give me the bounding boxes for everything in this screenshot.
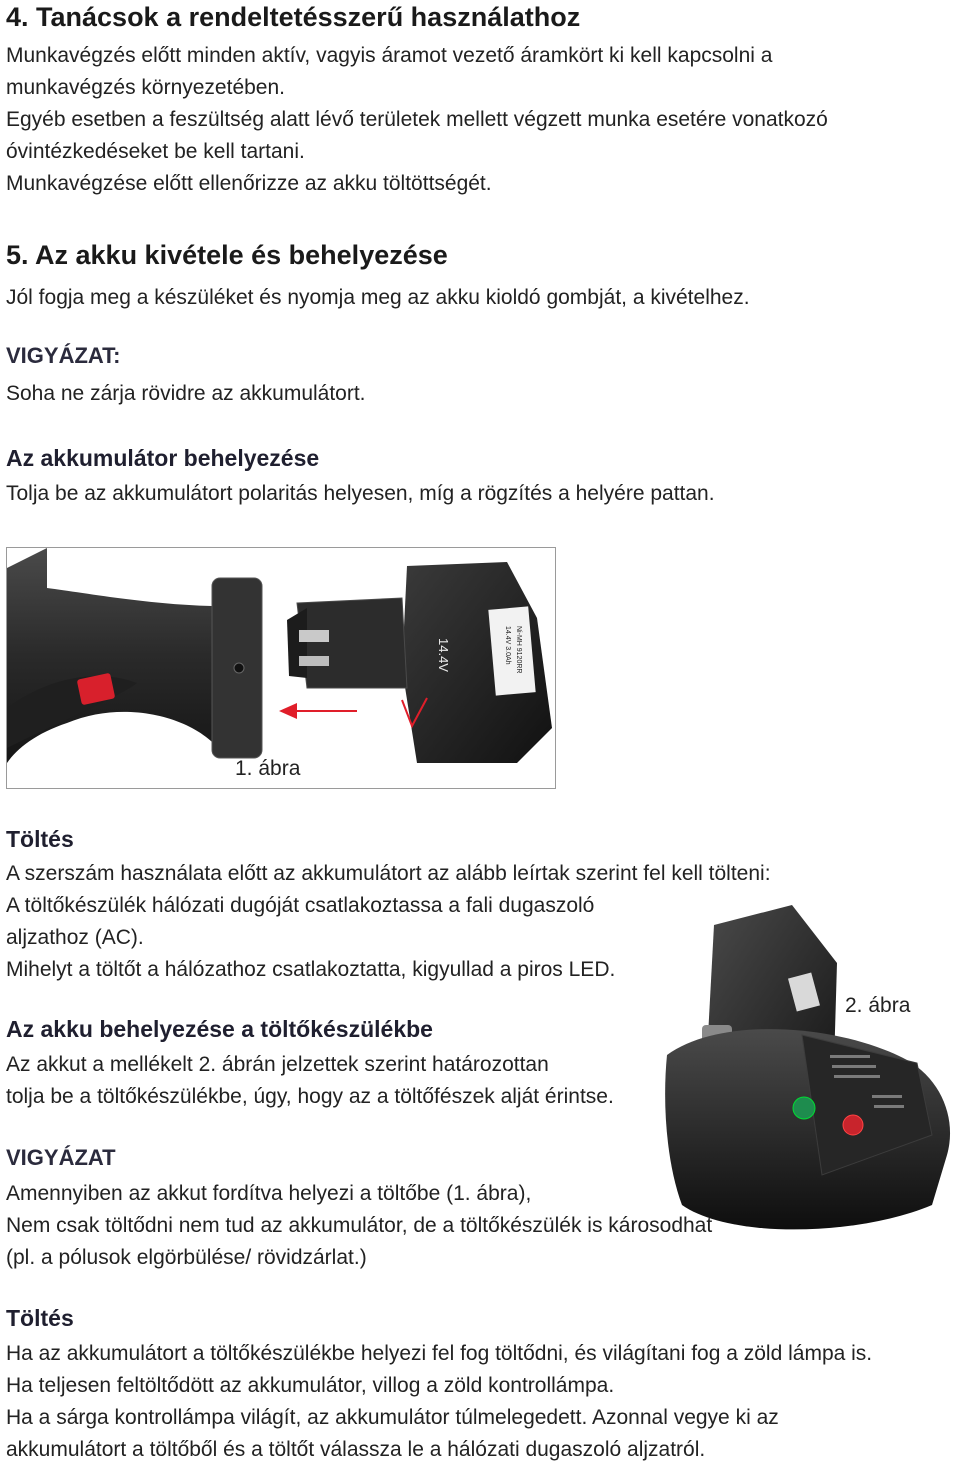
- warning-2-body: [6, 1178, 712, 1274]
- charging-title: Töltés: [6, 826, 74, 852]
- paragraph-line: munkavégzés környezetében.: [6, 76, 285, 99]
- section-5-text: Jól fogja meg a készüléket és nyomja meg az akku kioldó gombját, a kivételhez.: [6, 286, 750, 309]
- insert-arrow-head: [279, 703, 297, 719]
- insert-battery-text: Tolja be az akkumulátort polaritás helyesen, míg a rögzítés a helyére pattan.: [6, 482, 715, 505]
- section-5-title: 5. Az akku kivétele és behelyezése: [6, 240, 448, 270]
- battery-voltage-label: 14.4V: [436, 638, 451, 672]
- battery-spec-line: 14.4V 3.0Ah: [504, 626, 511, 665]
- paragraph-line: akkumulátort a töltőből és a töltőt válassza le a hálózati dugaszoló aljzatról.: [6, 1438, 706, 1461]
- figure-1-caption: 1. ábra: [235, 757, 301, 780]
- figure-1: [6, 547, 556, 789]
- charging-2-title: Töltés: [6, 1305, 74, 1331]
- paragraph-line: Munkavégzés előtt minden aktív, vagyis áramot vezető áramkört ki kell kapcsolni a: [6, 44, 773, 67]
- insert-charger-title: Az akku behelyezése a töltőkészülékbe: [6, 1016, 433, 1042]
- drill-battery-illustration: [7, 548, 555, 788]
- battery-spec-sticker: [488, 606, 535, 695]
- paragraph-line: Ha teljesen feltöltődött az akkumulátor, villog a zöld kontrollámpa.: [6, 1374, 615, 1397]
- paragraph-line: aljzathoz (AC).: [6, 926, 144, 949]
- charging-2-body: [6, 1338, 872, 1466]
- battery-spec-line: Ni-MH 9120RR: [515, 626, 522, 674]
- green-led-shape: [793, 1097, 815, 1119]
- warning-title: VIGYÁZAT:: [6, 343, 121, 368]
- insert-charger-body: [6, 1049, 614, 1113]
- paragraph-line: tolja be a töltőkészülékbe, úgy, hogy az a töltőfészek alját érintse.: [6, 1085, 614, 1108]
- paragraph-line: Az akkut a mellékelt 2. ábrán jelzettek szerint határozottan: [6, 1053, 549, 1076]
- warning-text: Soha ne zárja rövidre az akkumulátort.: [6, 382, 366, 405]
- red-led-shape: [843, 1115, 863, 1135]
- paragraph-line: Ha a sárga kontrollámpa világít, az akkumulátor túlmelegedett. Azonnal vegye ki az: [6, 1406, 779, 1429]
- insert-battery-title: Az akkumulátor behelyezése: [6, 445, 320, 471]
- paragraph-line: Egyéb esetben a feszültség alatt lévő területek mellett végzett munka esetére vonatkozó: [6, 108, 828, 131]
- paragraph-line: Ha az akkumulátort a töltőkészülékbe helyezi fel fog töltődni, és világítani fog a zöld lámpa is.: [6, 1342, 873, 1365]
- paragraph-line: Nem csak töltődni nem tud az akkumulátor, de a töltőkészülék is károsodhat: [6, 1214, 713, 1237]
- section-4-body: [6, 40, 828, 200]
- paragraph-line: A töltőkészülék hálózati dugóját csatlakoztassa a fali dugaszoló: [6, 894, 595, 917]
- figure-2-caption: 2. ábra: [845, 994, 911, 1017]
- warning-2-title: VIGYÁZAT: [6, 1145, 116, 1170]
- paragraph-line: (pl. a pólusok elgörbülése/ rövidzárlat.): [6, 1246, 367, 1269]
- charging-body: [6, 858, 771, 986]
- paragraph-line: óvintézkedéseket be kell tartani.: [6, 140, 305, 163]
- section-4-title: 4. Tanácsok a rendeltetésszerű használathoz: [6, 2, 581, 32]
- paragraph-line: A szerszám használata előtt az akkumulátort az alább leírtak szerint fel kell tölteni:: [6, 862, 771, 885]
- paragraph-line: Munkavégzése előtt ellenőrizze az akku töltöttségét.: [6, 172, 492, 195]
- paragraph-line: Amennyiben az akkut fordítva helyezi a töltőbe (1. ábra),: [6, 1182, 532, 1205]
- paragraph-line: Mihelyt a töltőt a hálózathoz csatlakoztatta, kigyullad a piros LED.: [6, 958, 616, 981]
